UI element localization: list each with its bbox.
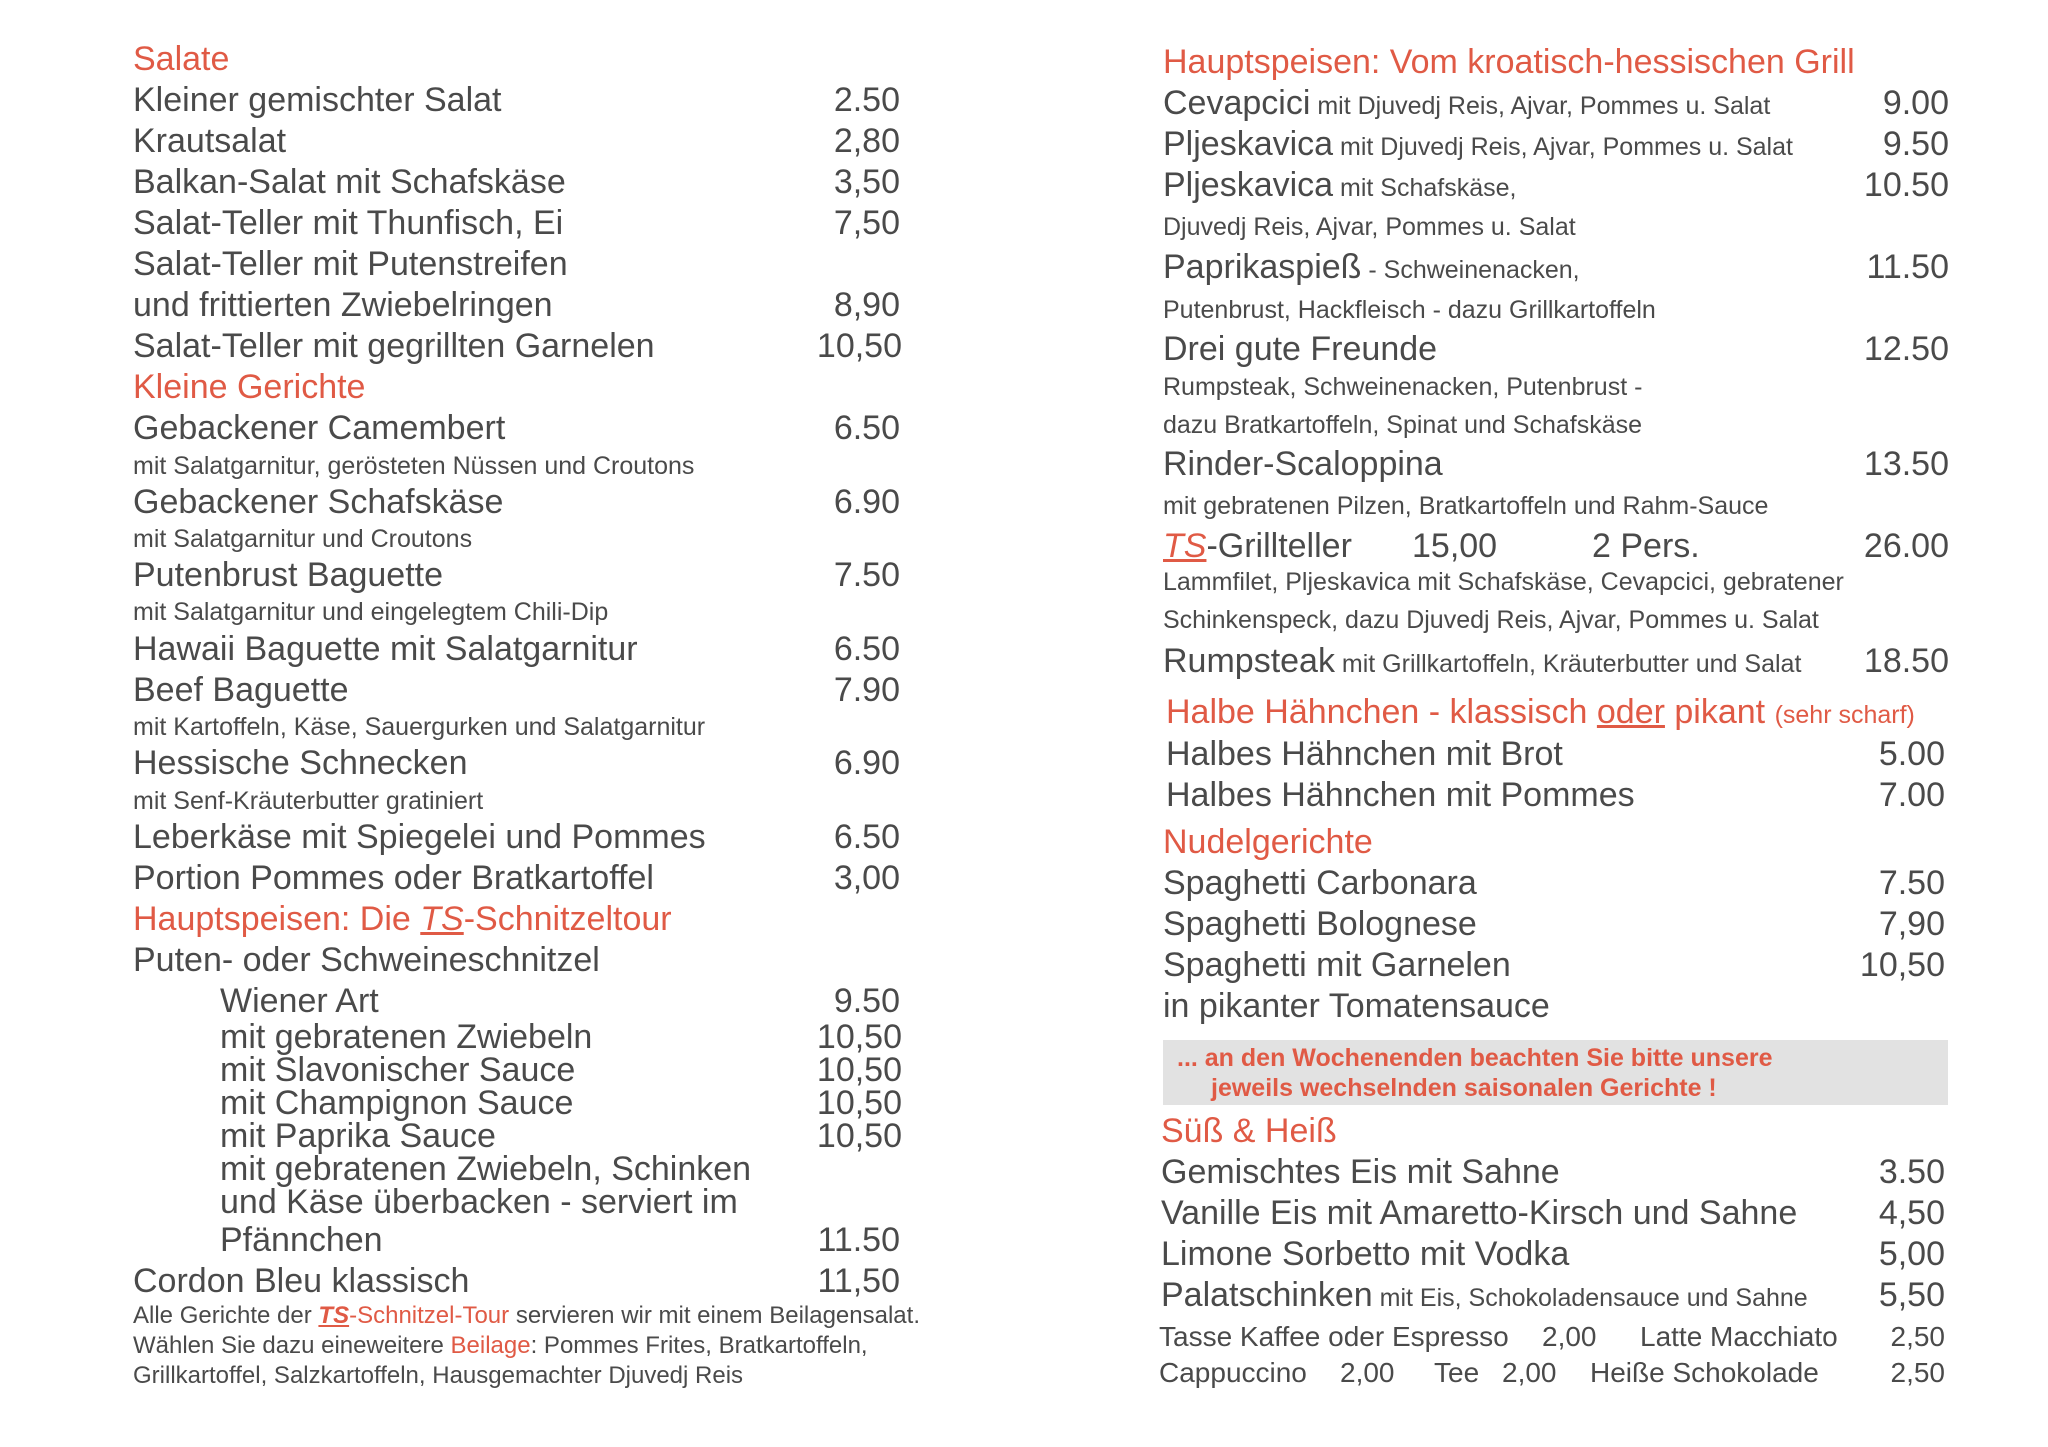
menu-item [1163, 527, 1352, 566]
menu-item-name: Gebackener Schafskäse [133, 483, 504, 521]
ts-logo-text: TS [1163, 527, 1207, 565]
seasonal-note-box [1163, 1040, 1948, 1105]
menu-item-name: Gemischtes Eis mit Sahne [1161, 1153, 1560, 1191]
drink-name: Latte Macchiato [1640, 1321, 1838, 1352]
menu-item-price: 2.50 [833, 81, 900, 119]
menu-item-name: Gebackener Camembert [133, 409, 506, 447]
menu-item-name: Cordon Bleu klassisch [133, 1262, 470, 1300]
menu-item-description: mit Salatgarnitur, gerösteten Nüssen und Croutons [133, 452, 695, 480]
menu-item-name: Cevapcici [1163, 84, 1311, 122]
menu-item-price: 3,00 [833, 859, 900, 897]
menu-item-name-line2: in pikanter Tomatensauce [1163, 987, 1550, 1025]
menu-item-name: Spaghetti Carbonara [1163, 864, 1477, 902]
menu-item-description: mit Senf-Kräuterbutter gratiniert [133, 787, 484, 815]
menu-item [1161, 1276, 1808, 1315]
menu-item-price: 12.50 [1863, 330, 1949, 368]
menu-item-name: Portion Pommes oder Bratkartoffel [133, 859, 654, 897]
menu-item-price: 5,50 [1878, 1276, 1945, 1314]
menu-item-price: 8,90 [833, 286, 900, 324]
menu-item-name: Pljeskavica [1163, 125, 1334, 163]
menu-item-name: Salat-Teller mit Putenstreifen [133, 245, 568, 283]
menu-item-price: 10,50 [1859, 946, 1945, 984]
heading-text: -Schnitzeltour [463, 900, 672, 938]
menu-item-name: mit Paprika Sauce [220, 1117, 496, 1155]
menu-item-description: mit Grillkartoffeln, Kräuterbutter und Salat [1334, 650, 1802, 678]
menu-item-name: Wiener Art [220, 982, 379, 1020]
menu-item-price: 4,50 [1878, 1194, 1945, 1232]
section-heading-kleine-gerichte: Kleine Gerichte [133, 368, 366, 406]
menu-item-name: Salat-Teller mit Thunfisch, Ei [133, 204, 564, 242]
menu-item-description: Lammfilet, Pljeskavica mit Schafskäse, Cevapcici, gebratener [1163, 568, 1844, 596]
heading-text: Hauptspeisen: Die [133, 900, 421, 938]
menu-item-name: Spaghetti Bolognese [1163, 905, 1477, 943]
menu-item-name: Halbes Hähnchen mit Pommes [1166, 776, 1635, 814]
menu-item-price: 6.90 [833, 483, 900, 521]
schnitzel-footer-note [133, 1302, 920, 1330]
menu-item-description: dazu Bratkartoffeln, Spinat und Schafskäse [1163, 411, 1643, 439]
menu-item-price: 7,90 [1878, 905, 1945, 943]
schnitzel-intro: Puten- oder Schweineschnitzel [133, 941, 600, 979]
menu-item-price-single: 15,00 [1412, 527, 1498, 565]
menu-item-description: mit Djuvedj Reis, Ajvar, Pommes u. Salat [1333, 133, 1793, 161]
menu-item-price: 7.50 [833, 556, 900, 594]
menu-item-name: Halbes Hähnchen mit Brot [1166, 735, 1563, 773]
menu-item-price: 7.50 [1878, 864, 1945, 902]
menu-item-name: mit Champignon Sauce [220, 1084, 574, 1122]
seasonal-note-line: ... an den Wochenenden beachten Sie bitte unsere [1177, 1044, 1773, 1072]
menu-item-price: 7.90 [833, 671, 900, 709]
menu-item-price: 6.90 [833, 744, 900, 782]
menu-item-description: mit Eis, Schokoladensauce und Sahne [1372, 1284, 1808, 1312]
menu-item-price: 2,80 [833, 122, 900, 160]
menu-item-name: Krautsalat [133, 122, 287, 160]
menu-item-price: 9.50 [1882, 125, 1949, 163]
menu-item-price: 6.50 [833, 630, 900, 668]
menu-item-name: Hessische Schnecken [133, 744, 468, 782]
heading-note: (sehr scharf) [1774, 701, 1915, 729]
menu-item-price: 5,00 [1878, 1235, 1945, 1273]
section-heading-grill: Hauptspeisen: Vom kroatisch-hessischen Grill [1163, 43, 1855, 81]
menu-item-name: Palatschinken [1161, 1276, 1373, 1314]
section-heading-haehnchen [1166, 693, 1915, 732]
menu-item-price: 5.00 [1878, 735, 1945, 773]
footer-text: Wählen Sie dazu eineweitere [133, 1332, 451, 1359]
menu-item-description: mit Djuvedj Reis, Ajvar, Pommes u. Salat [1310, 92, 1771, 120]
menu-item-name: Salat-Teller mit gegrillten Garnelen [133, 327, 655, 365]
menu-item-description: mit gebratenen Pilzen, Bratkartoffeln und Rahm-Sauce [1163, 492, 1769, 520]
menu-item-name: mit gebratenen Zwiebeln [220, 1018, 593, 1056]
menu-item-price: 7.00 [1878, 776, 1945, 814]
menu-item-description: Schinkenspeck, dazu Djuvedj Reis, Ajvar, Pommes u. Salat [1163, 606, 1819, 634]
drink-price: 2,50 [1890, 1357, 1945, 1388]
menu-item-price: 11.50 [1866, 248, 1949, 286]
ts-logo-text: TS [420, 900, 464, 938]
menu-item-name: Beef Baguette [133, 671, 349, 709]
menu-item-price: 11.50 [817, 1221, 900, 1259]
menu-item-name: Limone Sorbetto mit Vodka [1161, 1235, 1570, 1273]
menu-item-price: 10,50 [816, 1018, 902, 1056]
menu-item [1163, 125, 1793, 164]
menu-item-price: 10,50 [816, 1084, 902, 1122]
menu-item-price: 10,50 [816, 327, 902, 365]
footer-text: Alle Gerichte der [133, 1302, 319, 1329]
menu-item-name: Drei gute Freunde [1163, 330, 1438, 368]
schnitzel-footer-note [133, 1332, 868, 1360]
menu-item-name-line2: und frittierten Zwiebelringen [133, 286, 553, 324]
menu-item [1163, 642, 1801, 681]
heading-text: Halbe Hähnchen - klassisch [1166, 693, 1597, 731]
menu-item-name: mit gebratenen Zwiebeln, Schinken [220, 1150, 752, 1188]
section-heading-schnitzeltour [133, 900, 672, 939]
footer-text: servieren wir mit einem Beilagensalat. [509, 1302, 920, 1329]
menu-item-name: Putenbrust Baguette [133, 556, 444, 594]
drink-name: Tasse Kaffee oder Espresso [1159, 1321, 1509, 1352]
menu-item-price: 10.50 [1863, 166, 1949, 204]
drink-name: Cappuccino [1159, 1357, 1307, 1388]
menu-item-price: 18.50 [1863, 642, 1949, 680]
drink-price: 2,00 [1502, 1357, 1557, 1388]
section-heading-suess-heiss: Süß & Heiß [1161, 1112, 1337, 1150]
menu-item-name: -Grillteller [1206, 527, 1352, 565]
schnitzel-footer-note: Grillkartoffel, Salzkartoffeln, Hausgemachter Djuvedj Reis [133, 1362, 744, 1389]
menu-item [1163, 84, 1770, 123]
menu-item-price: 10,50 [816, 1117, 902, 1155]
menu-item-price: 3,50 [833, 163, 900, 201]
menu-item-description: mit Kartoffeln, Käse, Sauergurken und Salatgarnitur [133, 713, 706, 741]
menu-item [1163, 166, 1516, 205]
menu-item-price: 6.50 [833, 818, 900, 856]
ts-logo-text: TS [318, 1302, 350, 1329]
heading-text: oder [1596, 693, 1665, 731]
menu-item-name-line2: und Käse überbacken - serviert im [220, 1183, 738, 1221]
section-heading-salate: Salate [133, 40, 230, 78]
menu-item-name: Kleiner gemischter Salat [133, 81, 502, 119]
menu-item-name: Vanille Eis mit Amaretto-Kirsch und Sahne [1161, 1194, 1798, 1232]
drink-name: Heiße Schokolade [1590, 1357, 1819, 1388]
menu-item-description: mit Schafskäse, [1333, 174, 1517, 202]
drink-price: 2,50 [1890, 1321, 1945, 1352]
menu-item-price: 3.50 [1878, 1153, 1945, 1191]
footer-highlight: Beilage [450, 1332, 531, 1359]
menu-item-name: Balkan-Salat mit Schafskäse [133, 163, 566, 201]
menu-item-name-line3: Pfännchen [220, 1221, 383, 1259]
footer-text: : Pommes Frites, Bratkartoffeln, [530, 1332, 868, 1359]
menu-item-description: mit Salatgarnitur und eingelegtem Chili-Dip [133, 598, 609, 626]
menu-item-name: Leberkäse mit Spiegelei und Pommes [133, 818, 706, 856]
drink-price: 2,00 [1542, 1321, 1597, 1352]
menu-item-name: mit Slavonischer Sauce [220, 1051, 576, 1089]
menu-item-description: Putenbrust, Hackfleisch - dazu Grillkartoffeln [1163, 296, 1656, 324]
menu-item-persons: 2 Pers. [1592, 527, 1700, 565]
menu-item-price: 7,50 [833, 204, 900, 242]
drink-name: Tee [1434, 1357, 1480, 1388]
menu-item-price: 13.50 [1863, 445, 1949, 483]
menu-item-price: 26.00 [1863, 527, 1949, 565]
menu-item-price: 9.00 [1882, 84, 1949, 122]
footer-highlight: -Schnitzel-Tour [349, 1302, 510, 1329]
menu-item-price: 6.50 [833, 409, 900, 447]
section-heading-nudelgerichte: Nudelgerichte [1163, 823, 1373, 861]
menu-item-name: Spaghetti mit Garnelen [1163, 946, 1511, 984]
menu-item-description: Rumpsteak, Schweinenacken, Putenbrust - [1163, 373, 1643, 401]
menu-item-price: 9.50 [833, 982, 900, 1020]
seasonal-note-line: jeweils wechselnden saisonalen Gerichte ! [1211, 1074, 1717, 1102]
menu-item-description: Djuvedj Reis, Ajvar, Pommes u. Salat [1163, 213, 1576, 241]
menu-item-name: Rumpsteak [1163, 642, 1335, 680]
menu-item-description: - Schweinenacken, [1361, 256, 1580, 284]
menu-item-name: Rinder-Scaloppina [1163, 445, 1443, 483]
menu-item-price: 10,50 [816, 1051, 902, 1089]
menu-item-price: 11,50 [817, 1262, 900, 1300]
menu-item-name: Hawaii Baguette mit Salatgarnitur [133, 630, 638, 668]
menu-item-description: mit Salatgarnitur und Croutons [133, 525, 473, 553]
menu-item-name: Pljeskavica [1163, 166, 1334, 204]
menu-item-name: Paprikaspieß [1163, 248, 1362, 286]
menu-item [1163, 248, 1580, 287]
drink-price: 2,00 [1340, 1357, 1395, 1388]
heading-text: pikant [1664, 693, 1775, 731]
